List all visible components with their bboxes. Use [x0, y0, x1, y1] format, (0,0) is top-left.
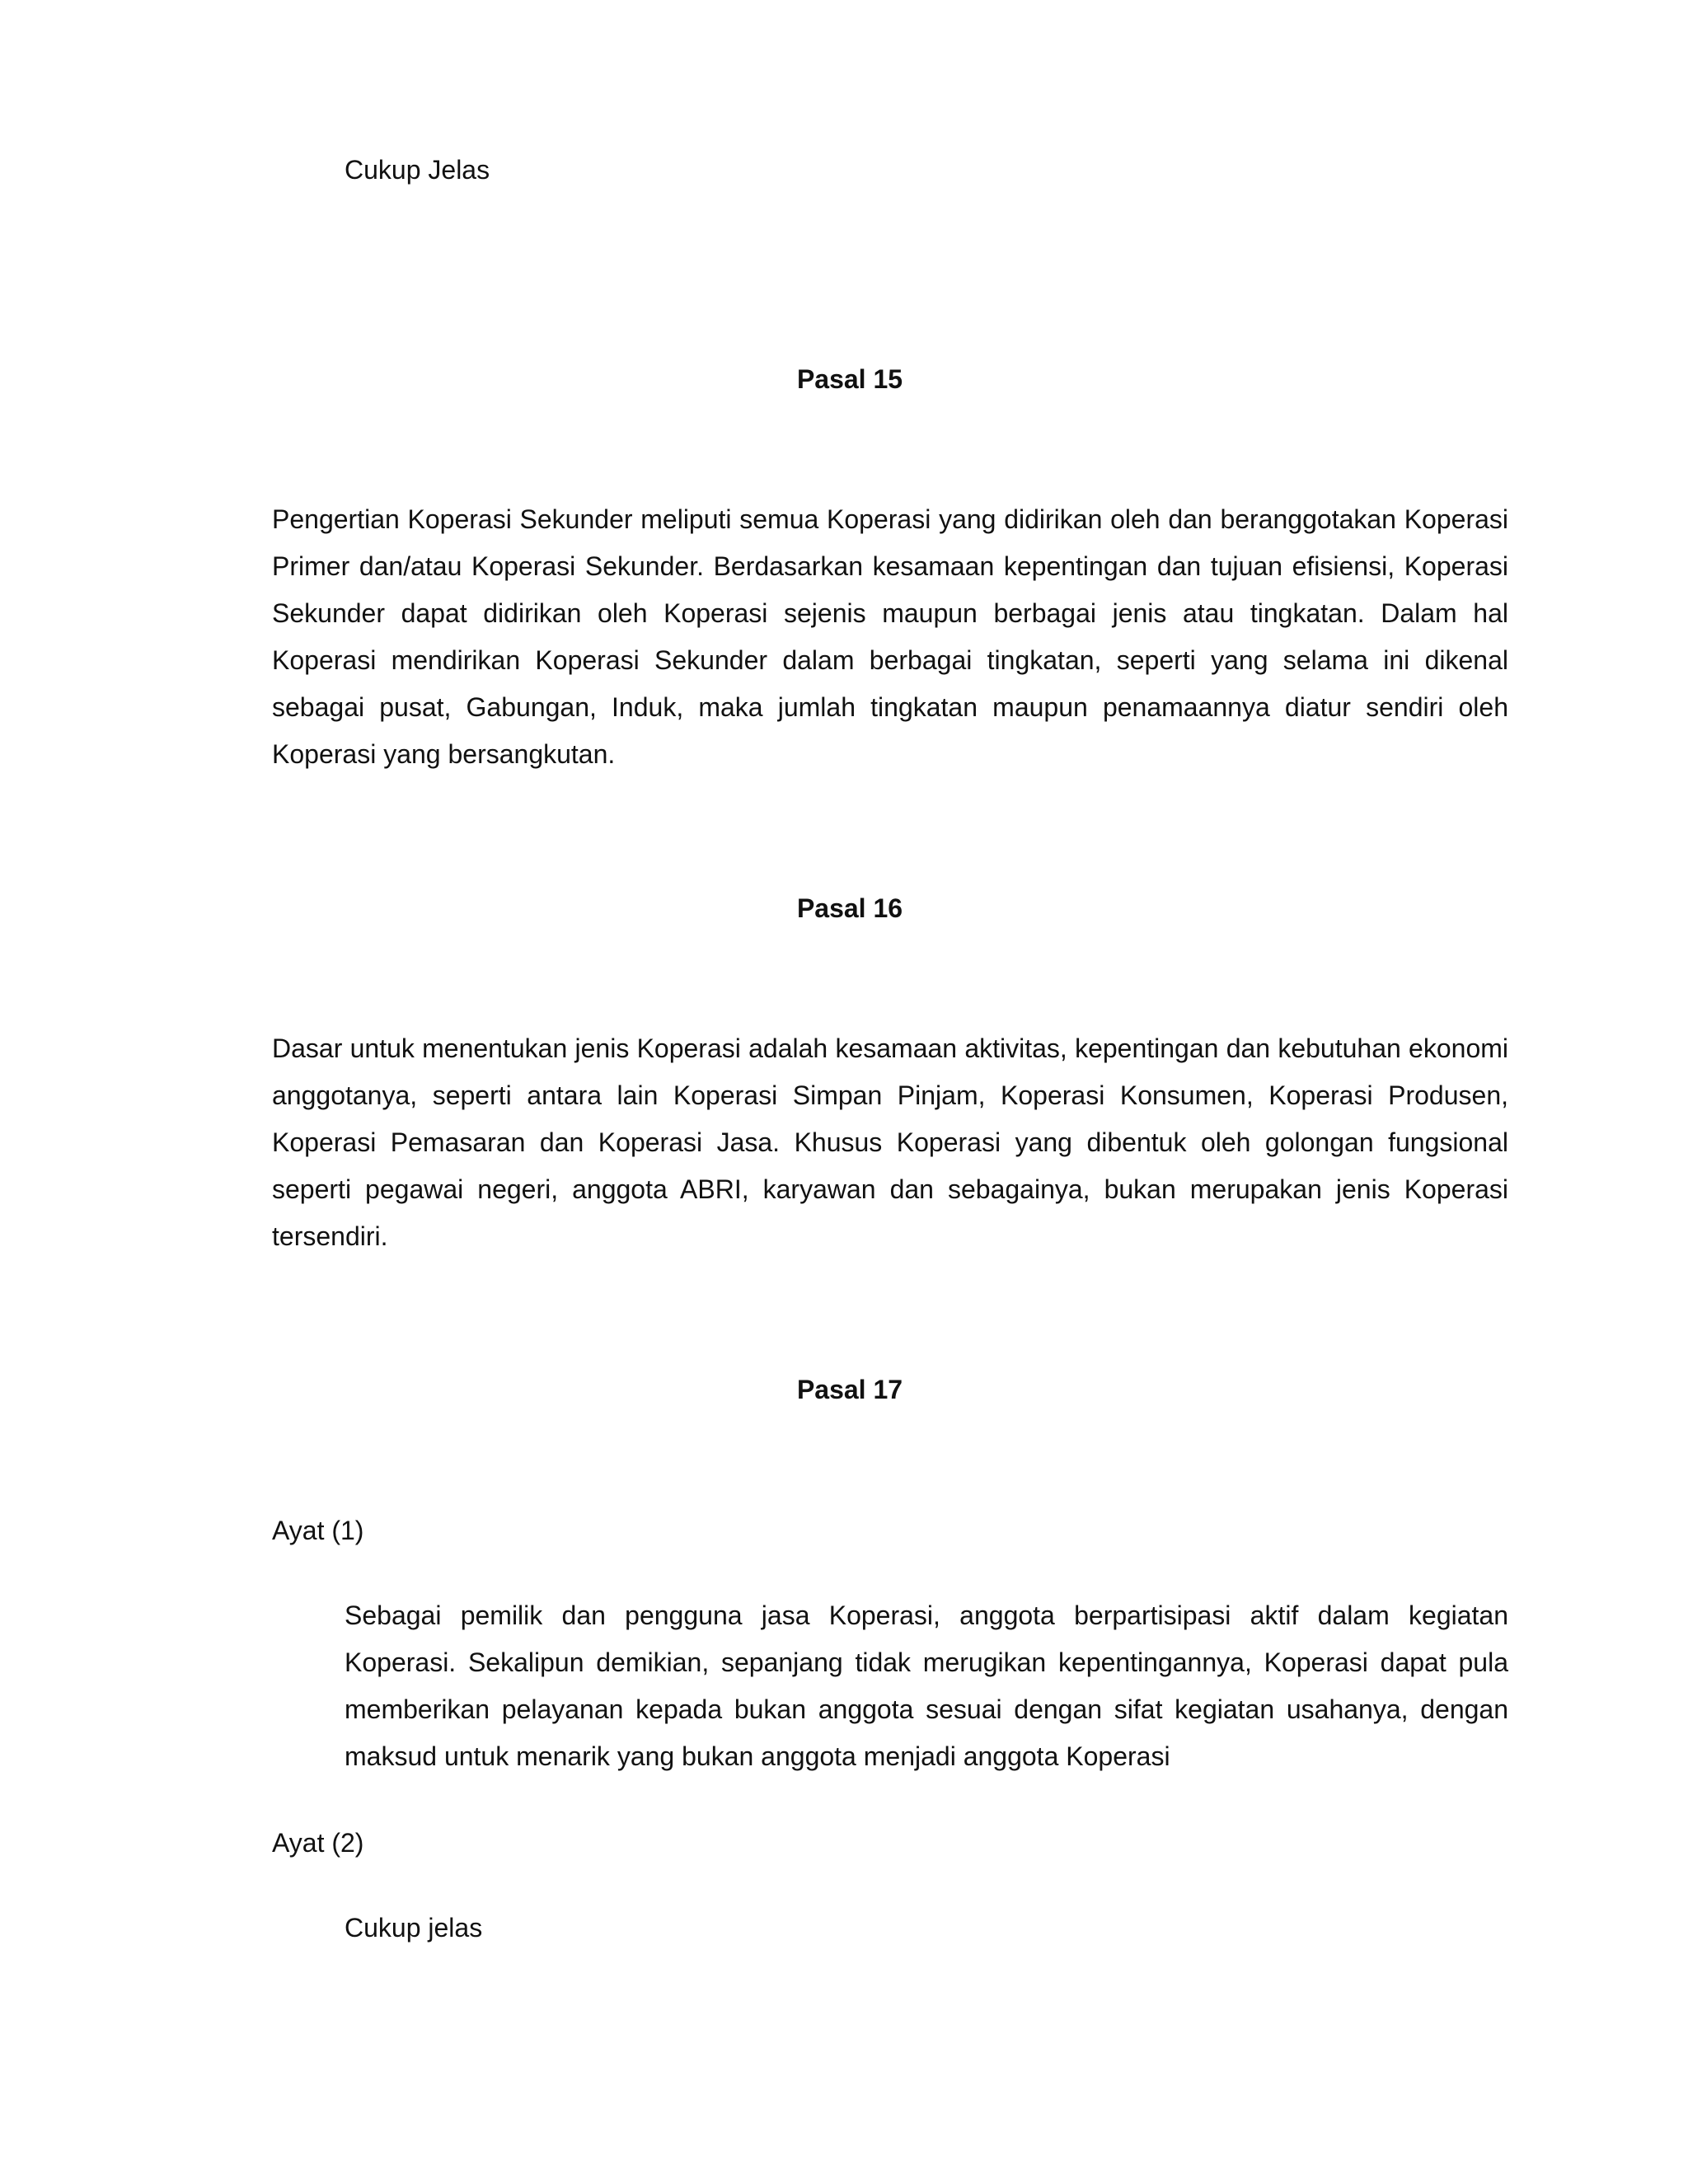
ayat-1-label: Ayat (1) — [272, 1516, 364, 1545]
pasal-16-heading: Pasal 16 — [796, 893, 903, 923]
pasal-17-heading: Pasal 17 — [796, 1375, 903, 1404]
pasal-16-paragraph: Dasar untuk menentukan jenis Koperasi adalah kesamaan aktivitas, kepentingan dan kebutuhan ekonomi anggotanya, seperti antara lain Koperasi Simpan Pinjam, Koperasi Konsumen, Koperasi Produsen, Koperasi Pemasaran dan Koperasi Jasa. Khusus Koperasi yang dibentuk oleh golongan fungsional seperti pegawai negeri, anggota ABRI, karyawan dan sebagainya, bukan merupakan jenis Koperasi tersendiri. — [272, 1033, 1508, 1251]
ayat-2-label: Ayat (2) — [272, 1828, 364, 1858]
intro-text: Cukup Jelas — [345, 155, 490, 185]
pasal-15-heading: Pasal 15 — [796, 364, 903, 394]
pasal-15-paragraph: Pengertian Koperasi Sekunder meliputi semua Koperasi yang didirikan oleh dan beranggotakan Koperasi Primer dan/atau Koperasi Sekunder. Berdasarkan kesamaan kepentingan dan tujuan efisiensi, Koperasi Sekunder dapat didirikan oleh Koperasi sejenis maupun berbagai jenis atau tingkatan. Dalam hal Koperasi mendirikan Koperasi Sekunder dalam berbagai tingkatan, seperti yang selama ini dikenal sebagai pusat, Gabungan, Induk, maka jumlah tingkatan maupun penamaannya diatur sendiri oleh Koperasi yang bersangkutan. — [272, 504, 1508, 769]
ayat-2-text: Cukup jelas — [345, 1913, 483, 1943]
ayat-1-paragraph: Sebagai pemilik dan pengguna jasa Koperasi, anggota berpartisipasi aktif dalam kegiatan Koperasi. Sekalipun demikian, sepanjang tidak merugikan kepentingannya, Koperasi dapat pula memberikan pelayanan kepada bukan anggota sesuai dengan sifat kegiatan usahanya, dengan maksud untuk menarik yang bukan anggota menjadi anggota Koperasi — [345, 1601, 1508, 1771]
